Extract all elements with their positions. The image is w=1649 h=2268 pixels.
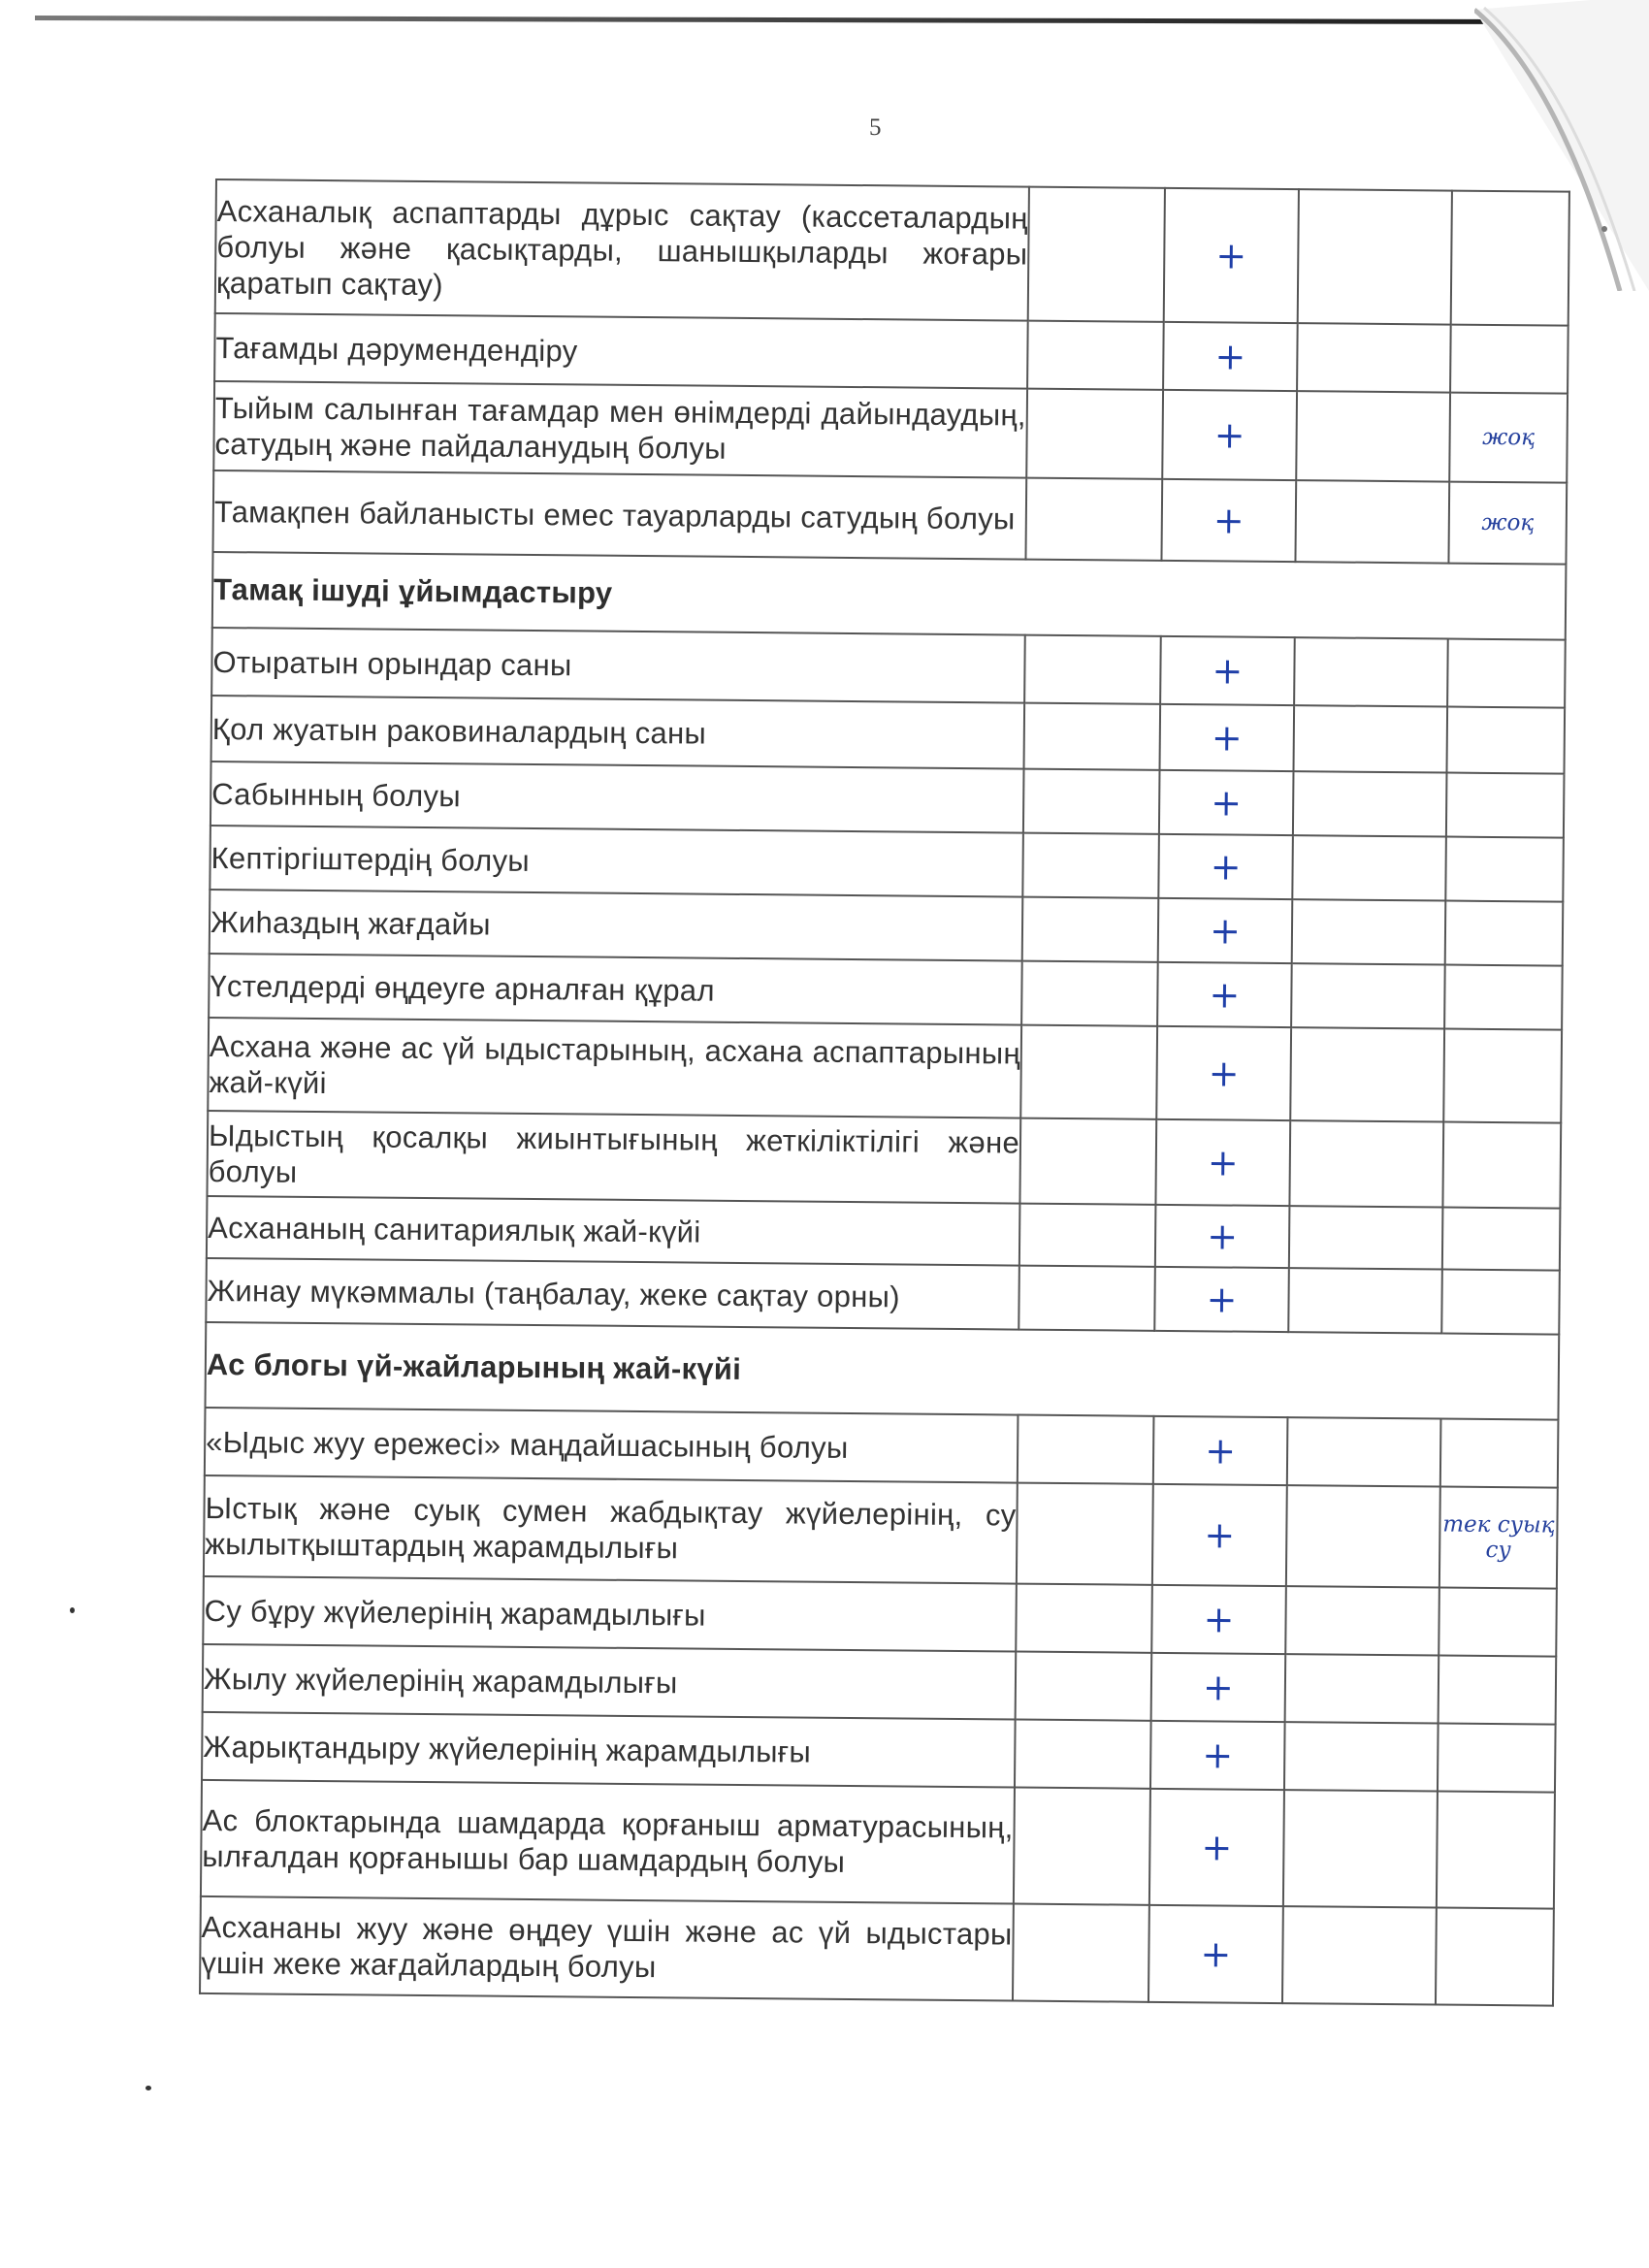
handwritten-note — [1443, 1029, 1562, 1123]
blank-cell — [1026, 389, 1163, 479]
handwritten-plus-mark: + — [1160, 704, 1295, 771]
checklist-row — [207, 1111, 1561, 1209]
criterion-text: Асхана және ас үй ыдыстарының, асхана аспаптарының жай-күйі — [208, 1018, 1021, 1118]
blank-cell — [1287, 1417, 1441, 1486]
blank-cell — [1293, 771, 1447, 836]
section-title: Ас блогы үй-жайларының жай-күйі — [206, 1322, 1560, 1420]
checklist-row — [210, 761, 1565, 838]
blank-cell — [1298, 189, 1452, 324]
criterion-text: Жиһаздың жағдайы — [210, 890, 1023, 961]
section-header-row — [206, 1322, 1560, 1420]
blank-cell — [1291, 963, 1445, 1028]
handwritten-plus-mark: + — [1163, 322, 1298, 391]
checklist-row — [211, 628, 1566, 708]
blank-cell — [1016, 1652, 1152, 1721]
handwritten-plus-mark: + — [1157, 962, 1292, 1027]
blank-cell — [1285, 1586, 1439, 1655]
handwritten-note — [1441, 1270, 1560, 1335]
blank-cell — [1289, 1120, 1443, 1207]
handwritten-note: жоқ — [1448, 482, 1567, 565]
handwritten-note — [1436, 1907, 1554, 2005]
blank-cell — [1018, 1266, 1155, 1331]
handwritten-note — [1451, 191, 1569, 326]
blank-cell — [1028, 187, 1165, 322]
handwritten-note — [1439, 1656, 1557, 1725]
blank-cell — [1288, 1268, 1442, 1333]
blank-cell — [1018, 1415, 1154, 1484]
blank-cell — [1285, 1654, 1439, 1723]
blank-cell — [1024, 703, 1161, 770]
blank-cell — [1015, 1720, 1151, 1789]
blank-cell — [1282, 1906, 1437, 2004]
blank-cell — [1294, 637, 1448, 706]
section-header-row — [212, 552, 1567, 640]
section-title: Тамақ ішуді ұйымдастыру — [212, 552, 1567, 640]
criterion-text: Тамақпен байланысты емес тауарларды сатудың болуы — [213, 470, 1027, 560]
criterion-text: Үстелдерді өңдеуге арналған құрал — [209, 954, 1022, 1025]
handwritten-plus-mark: + — [1155, 1205, 1290, 1268]
blank-cell — [1016, 1584, 1152, 1653]
handwritten-plus-mark: + — [1162, 390, 1297, 480]
handwritten-plus-mark: + — [1152, 1484, 1287, 1586]
page-number: 5 — [869, 114, 882, 141]
criterion-text: Ыстық және суық сумен жабдықтау жүйелерінің, су жылытқыштардың жарамдылығы — [204, 1475, 1018, 1584]
handwritten-plus-mark: + — [1156, 1026, 1291, 1120]
handwritten-plus-mark: + — [1149, 1789, 1284, 1906]
handwritten-plus-mark: + — [1148, 1905, 1283, 2003]
checklist-row — [214, 313, 1568, 394]
handwritten-plus-mark: + — [1150, 1721, 1285, 1790]
criterion-text: Асханалық аспаптарды дұрыс сақтау (кассеталардың болуы және қасықтарды, шанышқыларды жоғары қаратып сақтау) — [215, 179, 1029, 321]
criterion-text: Сабынның болуы — [210, 761, 1024, 833]
checklist-row — [206, 1258, 1560, 1335]
criterion-text: Тағамды дәрумендендіру — [214, 313, 1028, 389]
blank-cell — [1286, 1485, 1440, 1587]
blank-cell — [1292, 835, 1446, 900]
handwritten-note — [1446, 707, 1565, 774]
criterion-text: Су бұру жүйелерінің жарамдылығы — [203, 1576, 1017, 1652]
handwritten-note — [1439, 1588, 1557, 1657]
checklist-row — [201, 1780, 1555, 1909]
checklist-row — [205, 1408, 1559, 1488]
handwritten-note: тек суық су — [1439, 1487, 1558, 1589]
criterion-text: Жарықтандыру жүйелерінің жарамдылығы — [202, 1712, 1016, 1788]
handwritten-note: жоқ — [1449, 393, 1568, 483]
criterion-text: Жылу жүйелерінің жарамдылығы — [203, 1644, 1017, 1720]
handwritten-plus-mark: + — [1159, 770, 1294, 835]
blank-cell — [1292, 899, 1446, 964]
handwritten-plus-mark: + — [1154, 1267, 1289, 1332]
handwritten-note — [1445, 837, 1564, 902]
blank-cell — [1022, 833, 1159, 898]
blank-cell — [1289, 1206, 1443, 1269]
blank-cell — [1025, 478, 1162, 561]
blank-cell — [1027, 321, 1164, 390]
blank-cell — [1014, 1788, 1150, 1905]
handwritten-plus-mark: + — [1161, 479, 1296, 562]
criterion-text: «Ыдыс жуу ережесі» маңдайшасының болуы — [205, 1408, 1018, 1483]
handwritten-plus-mark: + — [1151, 1585, 1286, 1654]
blank-cell — [1020, 1025, 1157, 1119]
criterion-text: Ас блоктарында шамдарда қорғаныш арматурасының, ылғалдан қорғанышы бар шамдардың болуы — [201, 1780, 1015, 1904]
blank-cell — [1290, 1027, 1444, 1121]
criterion-text: Тыйым салынған тағамдар мен өнімдерді дайындаудың, сатудың және пайдаланудың болуы — [213, 381, 1027, 478]
handwritten-note — [1438, 1724, 1556, 1793]
blank-cell — [1022, 897, 1159, 962]
handwritten-plus-mark: + — [1158, 898, 1293, 963]
checklist-row — [203, 1576, 1557, 1657]
checklist-row — [211, 696, 1566, 774]
blank-cell — [1283, 1790, 1438, 1907]
handwritten-note — [1442, 1208, 1561, 1271]
criterion-text: Жинау мүкәммалы (таңбалау, жеке сақтау орны) — [206, 1258, 1019, 1330]
checklist-row — [204, 1475, 1558, 1589]
handwritten-note — [1440, 1419, 1559, 1488]
blank-cell — [1284, 1722, 1439, 1791]
checklist-table — [199, 178, 1570, 2007]
scan-speck — [1601, 226, 1607, 232]
handwritten-note — [1442, 1122, 1561, 1209]
checklist-row — [209, 954, 1563, 1030]
handwritten-note — [1445, 901, 1564, 966]
criterion-text: Отыратын орындар саны — [211, 628, 1025, 703]
blank-cell — [1013, 1904, 1149, 2002]
scan-speck — [146, 2086, 151, 2090]
criterion-text: Кептіргіштердің болуы — [210, 826, 1023, 897]
checklist-row — [210, 826, 1564, 902]
blank-cell — [1024, 635, 1161, 704]
blank-cell — [1297, 323, 1451, 392]
blank-cell — [1021, 961, 1158, 1026]
checklist-row — [213, 381, 1568, 483]
blank-cell — [1019, 1118, 1156, 1205]
criterion-text: Қол жуатын раковиналардың саны — [211, 696, 1025, 769]
handwritten-plus-mark: + — [1153, 1416, 1288, 1485]
checklist-row — [208, 1018, 1562, 1123]
blank-cell — [1017, 1483, 1153, 1585]
criterion-text: Асхананы жуу және өңдеу үшін және ас үй ыдыстары үшін жеке жағдайлардың болуы — [200, 1896, 1014, 2001]
scan-speck — [70, 1607, 75, 1613]
criterion-text: Ыдыстың қосалқы жиынтығының жеткіліктілігі және болуы — [207, 1111, 1020, 1204]
blank-cell — [1019, 1204, 1156, 1267]
checklist-row — [203, 1644, 1557, 1725]
handwritten-note — [1446, 773, 1565, 838]
blank-cell — [1295, 480, 1449, 563]
handwritten-plus-mark: + — [1160, 636, 1295, 705]
checklist-row — [200, 1896, 1554, 2006]
handwritten-note — [1437, 1792, 1555, 1909]
handwritten-plus-mark: + — [1155, 1119, 1290, 1206]
handwritten-plus-mark: + — [1151, 1653, 1286, 1722]
scan-edge-shadow — [35, 16, 1490, 24]
checklist-body — [200, 179, 1569, 2006]
checklist-row — [213, 470, 1568, 565]
criterion-text: Асхананың санитариялық жай-күйі — [207, 1196, 1020, 1266]
checklist-row — [210, 890, 1564, 966]
blank-cell — [1293, 705, 1447, 772]
handwritten-plus-mark: + — [1158, 834, 1293, 899]
blank-cell — [1296, 391, 1450, 481]
blank-cell — [1023, 769, 1160, 834]
handwritten-plus-mark: + — [1164, 188, 1299, 323]
handwritten-note — [1447, 639, 1566, 708]
handwritten-note — [1450, 325, 1568, 394]
checklist-row — [202, 1712, 1556, 1793]
checklist-row — [215, 179, 1569, 326]
handwritten-note — [1444, 965, 1563, 1030]
